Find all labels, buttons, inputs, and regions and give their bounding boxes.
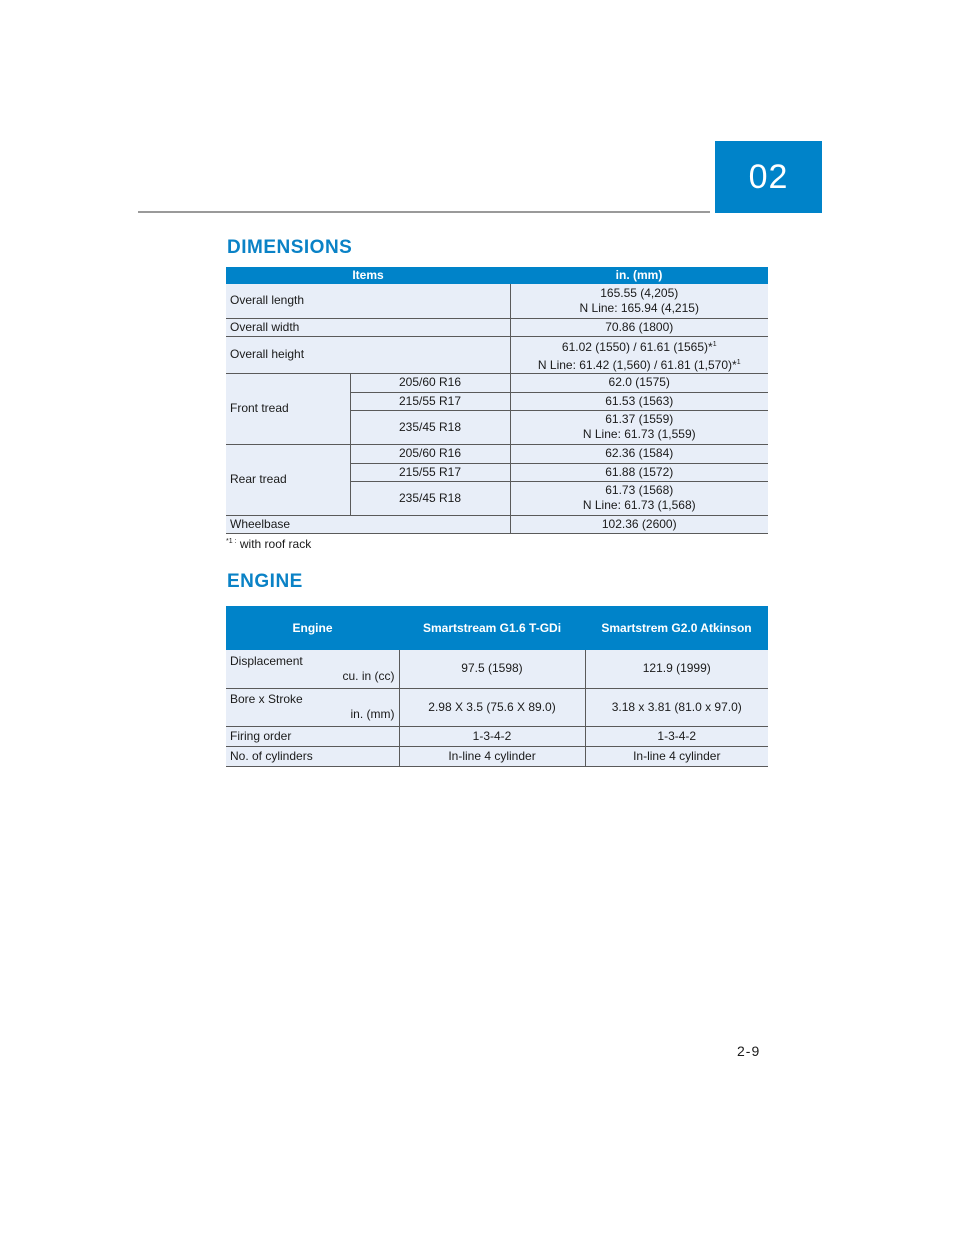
g16-value: 2.98 X 3.5 (75.6 X 89.0) bbox=[399, 688, 585, 726]
overall-length-label: Overall length bbox=[226, 284, 510, 318]
overall-height-value: 61.02 (1550) / 61.61 (1565)*$^1$ N Line: 61.42 (1,560) / 61.81 (1,570)*$^1$ bbox=[510, 336, 768, 373]
table-row bbox=[226, 515, 768, 533]
g20-value: 1-3-4-2 bbox=[585, 726, 768, 746]
dimensions-table bbox=[226, 267, 768, 534]
row-label: Firing order bbox=[226, 726, 399, 746]
footnote bbox=[226, 537, 311, 551]
footnote-text: with roof rack bbox=[239, 537, 312, 551]
tread-value: 62.36 (1584) bbox=[510, 444, 768, 463]
g16-value: 97.5 (1598) bbox=[399, 650, 585, 688]
header-unit: in. (mm) bbox=[510, 267, 768, 284]
g20-value: In-line 4 cylinder bbox=[585, 746, 768, 766]
row-label: Displacement cu. in (cc) bbox=[226, 650, 399, 688]
overall-length-value: 165.55 (4,205) N Line: 165.94 (4,215) bbox=[510, 284, 768, 318]
footnote-mark: *1 : bbox=[226, 538, 237, 545]
wheelbase-value: 102.36 (2600) bbox=[510, 515, 768, 533]
tread-value: 61.53 (1563) bbox=[510, 392, 768, 410]
tread-value: 61.37 (1559) N Line: 61.73 (1,559) bbox=[510, 410, 768, 444]
table-row bbox=[226, 444, 768, 463]
overall-width-value: 70.86 (1800) bbox=[510, 318, 768, 336]
table-row bbox=[226, 746, 768, 766]
table-header bbox=[226, 606, 768, 650]
table-row bbox=[226, 373, 768, 392]
table-row bbox=[226, 336, 768, 373]
tire-size: 205/60 R16 bbox=[350, 373, 510, 392]
tire-size: 205/60 R16 bbox=[350, 444, 510, 463]
wheelbase-label: Wheelbase bbox=[226, 515, 510, 533]
g20-value: 3.18 x 3.81 (81.0 x 97.0) bbox=[585, 688, 768, 726]
dimensions-title: DIMENSIONS bbox=[227, 237, 353, 258]
engine-table bbox=[226, 606, 768, 767]
chapter-tab: 02 bbox=[715, 141, 822, 213]
header-items: Items bbox=[226, 267, 510, 284]
header-g16: Smartstream G1.6 T-GDi bbox=[399, 606, 585, 650]
row-label: No. of cylinders bbox=[226, 746, 399, 766]
overall-width-label: Overall width bbox=[226, 318, 510, 336]
table-row bbox=[226, 726, 768, 746]
front-tread-label: Front tread bbox=[226, 373, 350, 444]
g16-value: 1-3-4-2 bbox=[399, 726, 585, 746]
table-row bbox=[226, 650, 768, 688]
tread-value: 62.0 (1575) bbox=[510, 373, 768, 392]
page-number: 2-9 bbox=[737, 1043, 761, 1059]
table-row bbox=[226, 318, 768, 336]
chapter-divider bbox=[138, 211, 710, 213]
table-row bbox=[226, 688, 768, 726]
tire-size: 235/45 R18 bbox=[350, 481, 510, 515]
tire-size: 235/45 R18 bbox=[350, 410, 510, 444]
g20-value: 121.9 (1999) bbox=[585, 650, 768, 688]
tread-value: 61.73 (1568) N Line: 61.73 (1,568) bbox=[510, 481, 768, 515]
tread-value: 61.88 (1572) bbox=[510, 463, 768, 481]
header-engine: Engine bbox=[226, 606, 399, 650]
row-label: Bore x Stroke in. (mm) bbox=[226, 688, 399, 726]
engine-title: ENGINE bbox=[227, 571, 303, 592]
table-row bbox=[226, 284, 768, 318]
rear-tread-label: Rear tread bbox=[226, 444, 350, 515]
tire-size: 215/55 R17 bbox=[350, 463, 510, 481]
tire-size: 215/55 R17 bbox=[350, 392, 510, 410]
table-header bbox=[226, 267, 768, 284]
g16-value: In-line 4 cylinder bbox=[399, 746, 585, 766]
overall-height-label: Overall height bbox=[226, 336, 510, 373]
header-g20: Smartstrem G2.0 Atkinson bbox=[585, 606, 768, 650]
